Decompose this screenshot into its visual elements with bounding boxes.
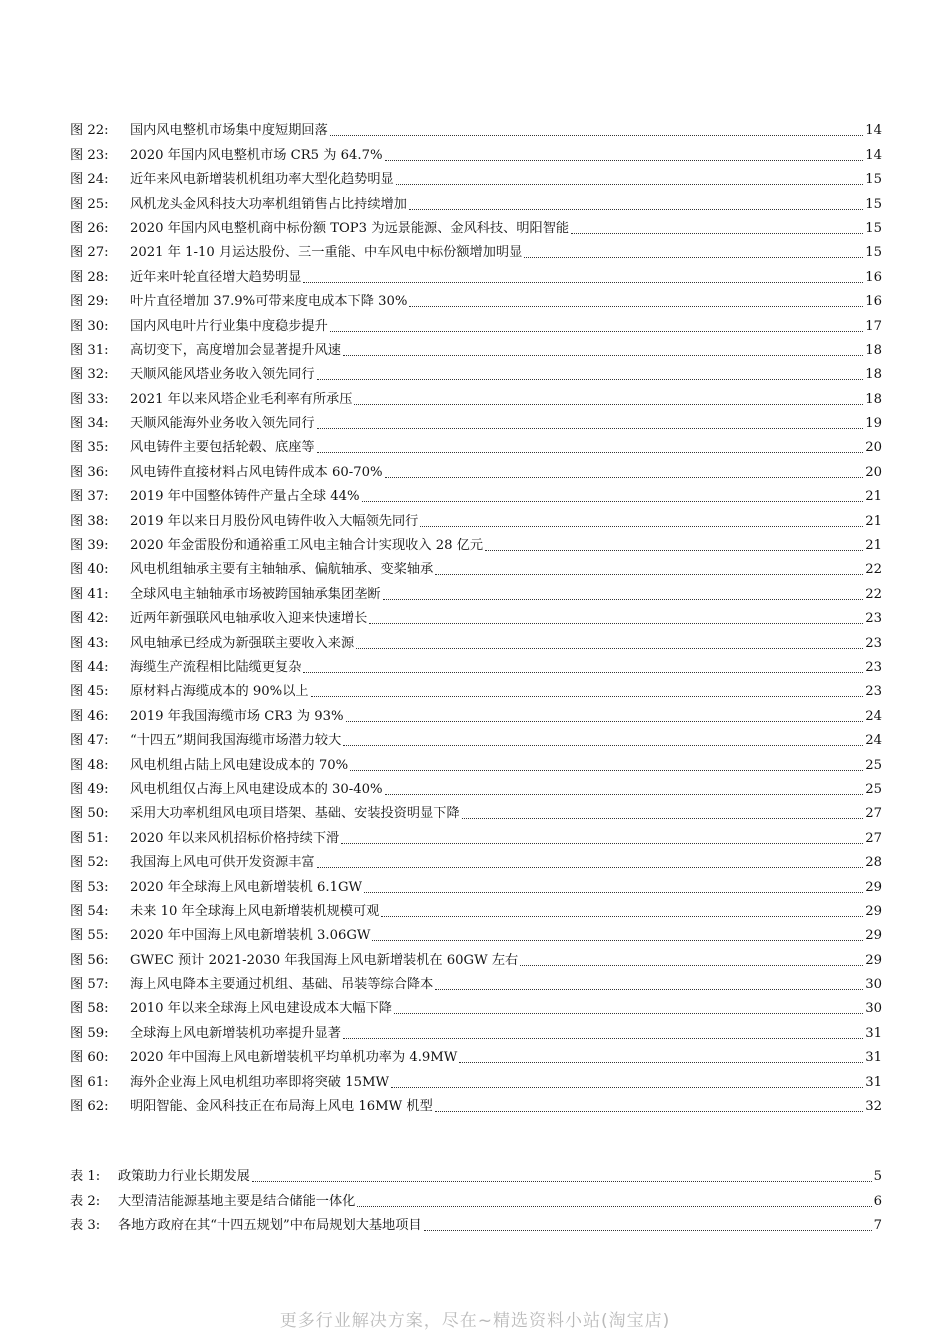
entry-page-number: 25 xyxy=(865,757,882,773)
figure-index xyxy=(70,119,882,1119)
entry-label: 图 24: xyxy=(70,172,109,188)
dot-leader xyxy=(462,817,864,819)
entry-title: 风电轴承已经成为新强联主要收入来源 xyxy=(130,635,355,651)
entry-title: 2021 年 1-10 月运达股份、三一重能、中车风电中标份额增加明显 xyxy=(130,245,523,261)
toc-entry[interactable] xyxy=(70,997,882,1021)
toc-entry[interactable] xyxy=(70,1070,882,1094)
entry-title: 近年来叶轮直径增大趋势明显 xyxy=(130,269,302,285)
entry-label: 图 42: xyxy=(70,611,109,627)
entry-label: 图 22: xyxy=(70,123,109,139)
entry-title: 国内风电整机市场集中度短期回落 xyxy=(130,123,328,139)
dot-leader xyxy=(354,403,863,405)
dot-leader xyxy=(385,793,864,795)
entry-title: GWEC 预计 2021-2030 年我国海上风电新增装机在 60GW 左右 xyxy=(130,952,519,968)
entry-label: 图 46: xyxy=(70,708,109,724)
entry-page-number: 18 xyxy=(865,391,882,407)
entry-label: 图 60: xyxy=(70,1050,109,1066)
entry-label: 图 35: xyxy=(70,440,109,456)
entry-label: 图 62: xyxy=(70,1099,109,1115)
entry-label: 图 27: xyxy=(70,245,109,261)
entry-title: 风电机组仅占海上风电建设成本的 30-40% xyxy=(130,781,383,797)
dot-leader xyxy=(383,598,864,600)
entry-title: 海缆生产流程相比陆缆更复杂 xyxy=(130,659,302,675)
entry-title: 全球海上风电新增装机功率提升显著 xyxy=(130,1025,341,1041)
entry-page-number: 22 xyxy=(865,562,882,578)
toc-entry[interactable] xyxy=(70,168,882,192)
entry-title: 2020 年国内风电整机商中标份额 TOP3 为远景能源、金风科技、明阳智能 xyxy=(130,220,570,236)
toc-entry[interactable] xyxy=(70,534,882,558)
entry-page-number: 27 xyxy=(865,806,882,822)
entry-title: 风电铸件主要包括轮毂、底座等 xyxy=(130,440,315,456)
toc-entry[interactable] xyxy=(70,217,882,241)
dot-leader xyxy=(520,964,863,966)
entry-label: 表 3: xyxy=(70,1218,101,1234)
entry-page-number: 31 xyxy=(865,1050,882,1066)
dot-leader xyxy=(317,866,864,868)
dot-leader xyxy=(420,525,863,527)
entry-title: 2020 年国内风电整机市场 CR5 为 64.7% xyxy=(130,147,383,163)
entry-title: 天顺风能风塔业务收入领先同行 xyxy=(130,367,315,383)
dot-leader xyxy=(303,671,863,673)
entry-label: 图 39: xyxy=(70,538,109,554)
entry-label: 图 45: xyxy=(70,684,109,700)
entry-title: 叶片直径增加 37.9%可带来度电成本下降 30% xyxy=(130,294,408,310)
dot-leader xyxy=(424,1229,872,1231)
toc-entry[interactable] xyxy=(70,436,882,460)
entry-label: 图 48: xyxy=(70,757,109,773)
entry-label: 图 47: xyxy=(70,733,109,749)
toc-entry[interactable] xyxy=(70,948,882,972)
toc-entry[interactable] xyxy=(70,314,882,338)
toc-entry[interactable] xyxy=(70,290,882,314)
toc-entry[interactable] xyxy=(70,412,882,436)
toc-entry[interactable] xyxy=(70,485,882,509)
entry-page-number: 23 xyxy=(865,611,882,627)
entry-title: 全球风电主轴轴承市场被跨国轴承集团垄断 xyxy=(130,586,381,602)
entry-label: 图 23: xyxy=(70,147,109,163)
entry-label: 图 28: xyxy=(70,269,109,285)
entry-label: 图 33: xyxy=(70,391,109,407)
toc-entry[interactable] xyxy=(70,192,882,216)
entry-label: 图 26: xyxy=(70,220,109,236)
entry-label: 图 49: xyxy=(70,781,109,797)
dot-leader xyxy=(330,134,863,136)
dot-leader xyxy=(381,915,863,917)
entry-title: 大型清洁能源基地主要是结合储能一体化 xyxy=(118,1193,356,1209)
toc-entry[interactable] xyxy=(70,363,882,387)
entry-page-number: 14 xyxy=(865,147,882,163)
dot-leader xyxy=(485,549,863,551)
entry-title: 风电铸件直接材料占风电铸件成本 60-70% xyxy=(130,464,383,480)
dot-leader xyxy=(341,842,863,844)
entry-title: 2010 年以来全球海上风电建设成本大幅下降 xyxy=(130,1001,392,1017)
entry-page-number: 29 xyxy=(865,879,882,895)
entry-label: 图 51: xyxy=(70,830,109,846)
entry-title: 未来 10 年全球海上风电新增装机规模可观 xyxy=(130,903,380,919)
entry-label: 图 53: xyxy=(70,879,109,895)
entry-label: 图 58: xyxy=(70,1001,109,1017)
dot-leader xyxy=(252,1180,872,1182)
entry-page-number: 31 xyxy=(865,1074,882,1090)
entry-page-number: 29 xyxy=(865,952,882,968)
dot-leader xyxy=(435,573,863,575)
entry-title: 2020 年中国海上风电新增装机平均单机功率为 4.9MW xyxy=(130,1050,458,1066)
dot-leader xyxy=(317,378,864,380)
toc-entry[interactable] xyxy=(70,875,882,899)
entry-page-number: 18 xyxy=(865,342,882,358)
toc-entry[interactable] xyxy=(70,1165,882,1189)
dot-leader xyxy=(330,330,863,332)
entry-title: 近两年新强联风电轴承收入迎来快速增长 xyxy=(130,611,368,627)
dot-leader xyxy=(571,232,863,234)
entry-page-number: 23 xyxy=(865,684,882,700)
entry-page-number: 18 xyxy=(865,367,882,383)
dot-leader xyxy=(362,500,864,502)
entry-title: 2020 年中国海上风电新增装机 3.06GW xyxy=(130,928,371,944)
toc-entry[interactable] xyxy=(70,973,882,997)
entry-page-number: 22 xyxy=(865,586,882,602)
dot-leader xyxy=(343,354,863,356)
entry-page-number: 29 xyxy=(865,928,882,944)
toc-entry[interactable] xyxy=(70,1214,882,1238)
entry-label: 图 41: xyxy=(70,586,109,602)
entry-page-number: 32 xyxy=(865,1099,882,1115)
entry-page-number: 29 xyxy=(865,903,882,919)
dot-leader xyxy=(311,695,864,697)
toc-entry[interactable] xyxy=(70,265,882,289)
entry-title: 2020 年以来风机招标价格持续下滑 xyxy=(130,830,340,846)
entry-page-number: 27 xyxy=(865,830,882,846)
entry-title: 2019 年以来日月股份风电铸件收入大幅领先同行 xyxy=(130,513,419,529)
entry-page-number: 21 xyxy=(865,513,882,529)
toc-entry[interactable] xyxy=(70,607,882,631)
entry-title: 近年来风电新增装机机组功率大型化趋势明显 xyxy=(130,172,394,188)
entry-title: 2019 年中国整体铸件产量占全球 44% xyxy=(130,489,360,505)
entry-title: 采用大功率机组风电项目塔架、基础、安装投资明显下降 xyxy=(130,806,460,822)
entry-label: 图 56: xyxy=(70,952,109,968)
entry-label: 图 57: xyxy=(70,977,109,993)
entry-title: 风电机组占陆上风电建设成本的 70% xyxy=(130,757,349,773)
entry-label: 图 61: xyxy=(70,1074,109,1090)
dot-leader xyxy=(357,1205,871,1207)
entry-page-number: 15 xyxy=(865,196,882,212)
toc-entry[interactable] xyxy=(70,778,882,802)
entry-label: 图 25: xyxy=(70,196,109,212)
entry-page-number: 16 xyxy=(865,294,882,310)
entry-label: 图 38: xyxy=(70,513,109,529)
dot-leader xyxy=(372,939,863,941)
entry-label: 图 32: xyxy=(70,367,109,383)
entry-page-number: 30 xyxy=(865,977,882,993)
toc-entry[interactable] xyxy=(70,143,882,167)
entry-page-number: 20 xyxy=(865,464,882,480)
toc-entry[interactable] xyxy=(70,680,882,704)
dot-leader xyxy=(385,159,864,161)
dot-leader xyxy=(524,256,863,258)
toc-entry[interactable] xyxy=(70,460,882,484)
entry-label: 图 43: xyxy=(70,635,109,651)
dot-leader xyxy=(409,208,863,210)
toc-entry[interactable] xyxy=(70,802,882,826)
entry-page-number: 24 xyxy=(865,733,882,749)
entry-label: 图 36: xyxy=(70,464,109,480)
entry-page-number: 5 xyxy=(873,1169,882,1185)
toc-entry[interactable] xyxy=(70,1046,882,1070)
entry-title: 各地方政府在其“十四五规划”中布局规划大基地项目 xyxy=(118,1218,422,1234)
dot-leader xyxy=(435,988,863,990)
entry-title: 政策助力行业长期发展 xyxy=(118,1169,250,1185)
entry-label: 图 31: xyxy=(70,342,109,358)
entry-page-number: 14 xyxy=(865,123,882,139)
entry-page-number: 15 xyxy=(865,172,882,188)
entry-label: 图 50: xyxy=(70,806,109,822)
table-index xyxy=(70,1165,882,1238)
entry-label: 图 37: xyxy=(70,489,109,505)
toc-entry[interactable] xyxy=(70,119,882,143)
dot-leader xyxy=(346,720,864,722)
toc-entry[interactable] xyxy=(70,631,882,655)
entry-page-number: 23 xyxy=(865,659,882,675)
entry-title: 风电机组轴承主要有主轴轴承、偏航轴承、变桨轴承 xyxy=(130,562,434,578)
entry-label: 图 54: xyxy=(70,903,109,919)
dot-leader xyxy=(303,281,863,283)
dot-leader xyxy=(364,891,863,893)
dot-leader xyxy=(350,769,863,771)
dot-leader xyxy=(317,427,864,429)
entry-title: 明阳智能、金风科技正在布局海上风电 16MW 机型 xyxy=(130,1099,433,1115)
toc-entry[interactable] xyxy=(70,582,882,606)
dot-leader xyxy=(394,1012,863,1014)
entry-page-number: 6 xyxy=(873,1193,882,1209)
entry-label: 图 55: xyxy=(70,928,109,944)
toc-entry[interactable] xyxy=(70,339,882,363)
entry-label: 图 40: xyxy=(70,562,109,578)
entry-page-number: 23 xyxy=(865,635,882,651)
toc-entry[interactable] xyxy=(70,924,882,948)
entry-title: 原材料占海缆成本的 90%以上 xyxy=(130,684,309,700)
entry-page-number: 17 xyxy=(865,318,882,334)
entry-title: 海上风电降本主要通过机组、基础、吊装等综合降本 xyxy=(130,977,434,993)
entry-page-number: 24 xyxy=(865,708,882,724)
entry-title: 国内风电叶片行业集中度稳步提升 xyxy=(130,318,328,334)
dot-leader xyxy=(369,622,863,624)
toc-entry[interactable] xyxy=(70,656,882,680)
entry-title: 我国海上风电可供开发资源丰富 xyxy=(130,855,315,871)
entry-page-number: 21 xyxy=(865,489,882,505)
entry-label: 图 29: xyxy=(70,294,109,310)
toc-entry[interactable] xyxy=(70,1189,882,1213)
entry-title: 2020 年金雷股份和通裕重工风电主轴合计实现收入 28 亿元 xyxy=(130,538,484,554)
dot-leader xyxy=(317,451,864,453)
toc-entry[interactable] xyxy=(70,387,882,411)
toc-entry[interactable] xyxy=(70,851,882,875)
entry-page-number: 15 xyxy=(865,245,882,261)
entry-title: 海外企业海上风电机组功率即将突破 15MW xyxy=(130,1074,390,1090)
entry-label: 图 34: xyxy=(70,416,109,432)
dot-leader xyxy=(343,1037,863,1039)
entry-page-number: 30 xyxy=(865,1001,882,1017)
entry-page-number: 15 xyxy=(865,220,882,236)
entry-page-number: 16 xyxy=(865,269,882,285)
entry-title: 天顺风能海外业务收入领先同行 xyxy=(130,416,315,432)
dot-leader xyxy=(459,1061,863,1063)
entry-label: 图 59: xyxy=(70,1025,109,1041)
toc-entry[interactable] xyxy=(70,1095,882,1119)
dot-leader xyxy=(356,647,863,649)
entry-page-number: 7 xyxy=(873,1218,882,1234)
entry-label: 图 44: xyxy=(70,659,109,675)
entry-title: 高切变下，高度增加会显著提升风速 xyxy=(130,342,341,358)
entry-title: 2020 年全球海上风电新增装机 6.1GW xyxy=(130,879,363,895)
entry-page-number: 25 xyxy=(865,781,882,797)
entry-page-number: 20 xyxy=(865,440,882,456)
dot-leader xyxy=(343,744,863,746)
toc-entry[interactable] xyxy=(70,704,882,728)
dot-leader xyxy=(391,1086,863,1088)
entry-title: 2021 年以来风塔企业毛利率有所承压 xyxy=(130,391,353,407)
entry-page-number: 19 xyxy=(865,416,882,432)
toc-entry[interactable] xyxy=(70,1021,882,1045)
dot-leader xyxy=(396,183,863,185)
footer-watermark: 更多行业解决方案，尽在~精选资料小站(淘宝店) xyxy=(279,1311,671,1331)
entry-title: “十四五”期间我国海缆市场潜力较大 xyxy=(130,733,342,749)
toc-entry[interactable] xyxy=(70,826,882,850)
toc-entry[interactable] xyxy=(70,558,882,582)
toc-entry[interactable] xyxy=(70,900,882,924)
entry-title: 风机龙头金风科技大功率机组销售占比持续增加 xyxy=(130,196,407,212)
dot-leader xyxy=(385,476,864,478)
entry-label: 图 52: xyxy=(70,855,109,871)
toc-entry[interactable] xyxy=(70,729,882,753)
dot-leader xyxy=(409,305,863,307)
toc-entry[interactable] xyxy=(70,509,882,533)
entry-label: 表 1: xyxy=(70,1169,101,1185)
dot-leader xyxy=(435,1110,863,1112)
entry-page-number: 28 xyxy=(865,855,882,871)
entry-label: 表 2: xyxy=(70,1193,101,1209)
toc-entry[interactable] xyxy=(70,241,882,265)
entry-label: 图 30: xyxy=(70,318,109,334)
entry-title: 2019 年我国海缆市场 CR3 为 93% xyxy=(130,708,344,724)
entry-page-number: 31 xyxy=(865,1025,882,1041)
entry-page-number: 21 xyxy=(865,538,882,554)
toc-entry[interactable] xyxy=(70,753,882,777)
